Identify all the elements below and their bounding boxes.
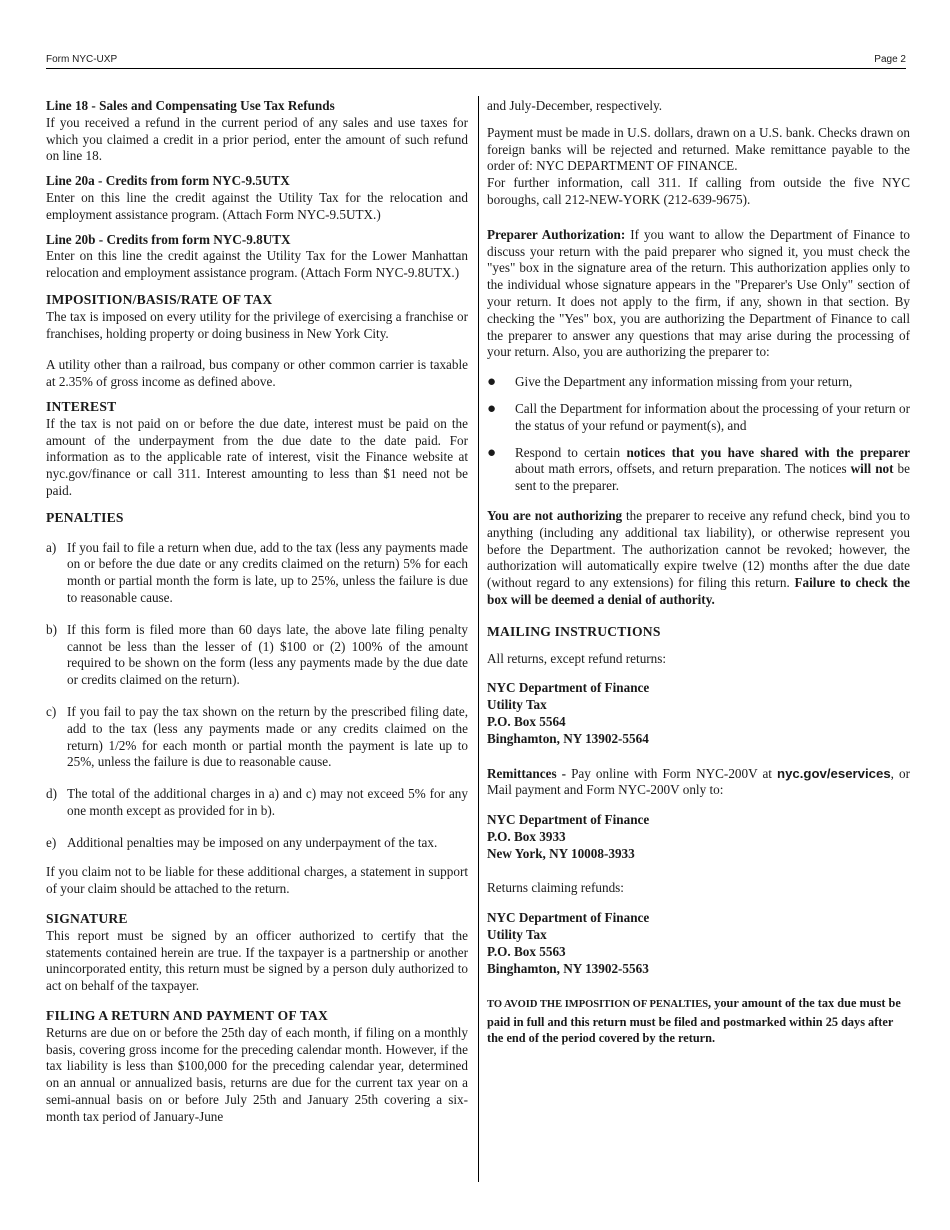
address-line: NYC Department of Finance (487, 812, 650, 828)
preparer-text: If you want to allow the Department of Finance to discuss your return with the paid preparer who signed it, you must check the "yes" box in the signature area of the return. This authorization applies only to the individual whose signature appears in the "Preparer's Use Only" section of your return. It does not apply to the firm, if any, shown in that section. By checking the "Yes" box, you are authorizing the Department of Finance to call the preparer to answer any questions that may arise during the processing of your return. Also, you are authorizing the preparer to: (487, 226, 911, 360)
bullet-text: Call the Department for information about the processing of your return or the status of your refund or payment(s), and (515, 400, 910, 433)
imposition-heading: IMPOSITION/BASIS/RATE OF TAX (46, 291, 273, 307)
remittances-text-2: , or Mail payment and Form NYC-200V only to: (487, 765, 911, 798)
mailing-address-returns (487, 680, 910, 747)
page-number: Page 2 (874, 54, 906, 65)
interest-heading: INTEREST (46, 398, 117, 414)
mailing-address-remittances (487, 812, 910, 862)
mailing-heading: MAILING INSTRUCTIONS (487, 623, 661, 639)
bullet-text (515, 445, 910, 495)
imposition-text-1: The tax is imposed on every utility for the privilege of exercising a franchise or franchises, holding property or doing business in New York City. (46, 308, 468, 341)
penalty-warning-smallcaps: TO AVOID THE IMPOSITION OF PENALTIES (487, 999, 709, 1011)
penalty-label: b) (46, 621, 57, 637)
penalty-item-d (46, 786, 468, 820)
bullet-bold-part: notices that you have shared with the preparer (626, 444, 910, 460)
penalty-item-b (46, 622, 468, 689)
interest-text: If the tax is not paid on or before the due date, interest must be paid on the amount of the underpayment from the due date to the date paid. For information as to the applicable rate of interest, visit the Finance website at nyc.gov/finance or call 311. Interest amounting to less than $1 need not be paid. (46, 415, 468, 498)
penalty-text: If you fail to pay the tax shown on the return by the prescribed filing date, add to the tax (less any payments made or any credits claimed on the return) 1/2% for each month or partial month the payment is late up to 25%, unless the failure is due to reasonable cause. (67, 703, 468, 770)
bullet-icon: ● (487, 400, 497, 417)
penalty-item-e (46, 835, 468, 852)
refund-intro: Returns claiming refunds: (487, 880, 624, 896)
line18-heading: Line 18 - Sales and Compensating Use Tax Refunds (46, 98, 335, 113)
line20a-text: Enter on this line the credit against the Utility Tax for the relocation and employment assistance program. (Attach Form NYC-9.5UTX.) (46, 189, 468, 222)
penalty-text: If you fail to file a return when due, add to the tax (less any payments made on or before the due date or any credits claimed on the return) 5% for each month or partial month the form is late, up to 25%, unless the failure is due to reasonable cause. (67, 539, 468, 605)
column-divider (478, 96, 479, 1182)
penalty-label: c) (46, 703, 57, 719)
address-line: Binghamton, NY 13902-5564 (487, 730, 649, 746)
penalty-label: d) (46, 786, 57, 802)
line20b-text: Enter on this line the credit against the Utility Tax for the Lower Manhattan relocation and employment assistance program. (Attach Form NYC-9.8UTX.) (46, 248, 468, 281)
info-text: For further information, call 311. If calling from outside the five NYC boroughs, call 212-NEW-YORK (212-639-9675). (487, 175, 910, 207)
remittances-text: Pay online with Form NYC-200V at (571, 765, 772, 781)
bullet-item-1 (487, 374, 910, 391)
address-line: P.O. Box 5564 (487, 713, 566, 729)
penalty-text: Additional penalties may be imposed on any underpayment of the tax. (67, 834, 438, 850)
filing-heading: FILING A RETURN AND PAYMENT OF TAX (46, 1008, 328, 1024)
preparer-heading: Preparer Authorization: (487, 226, 626, 242)
bullet-icon: ● (487, 444, 497, 461)
bullet-item-2 (487, 401, 910, 435)
address-line: New York, NY 10008-3933 (487, 845, 635, 861)
address-line: Binghamton, NY 13902-5563 (487, 960, 649, 976)
not-authorizing-text: the preparer to receive any refund check, bind you to anything (including any additional tax liability), or otherwise represent you before the Department. The authorization cannot be revoked; however, the authorization will automatically expire twelve (12) months after the due date (without regard to any extensions) for filing this return. (487, 507, 910, 591)
page-header (46, 54, 906, 69)
bullet-text-part: be sent to the preparer. (515, 461, 910, 494)
bullet-bold-part: will not (850, 461, 894, 477)
payment-text: Payment must be made in U.S. dollars, drawn on a U.S. bank. Checks drawn on foreign banks will be rejected and returned. Make remittance payable to the order of: NYC DEPARTMENT OF FINANCE. (487, 124, 910, 174)
bullet-item-3 (487, 445, 910, 495)
address-line: NYC Department of Finance (487, 680, 650, 696)
not-authorizing-paragraph (487, 508, 910, 609)
penalties-closing: If you claim not to be liable for these additional charges, a statement in support of your claim should be attached to the return. (46, 864, 468, 897)
bullet-icon: ● (487, 374, 497, 391)
remittances-heading: Remittances - (487, 765, 567, 781)
bullet-text-part: Respond to certain (515, 444, 621, 460)
address-line: Utility Tax (487, 927, 547, 943)
line20a-heading: Line 20a - Credits from form NYC-9.5UTX (46, 173, 290, 189)
penalty-label: a) (46, 539, 57, 555)
signature-heading: SIGNATURE (46, 911, 128, 927)
signature-text: This report must be signed by an officer authorized to certify that the statements contained herein are true. If the taxpayer is a partnership or another unincorporated entity, this return must be signed by a person duly authorized to act on behalf of the taxpayer. (46, 927, 468, 994)
filing-text: Returns are due on or before the 25th day of each month, if filing on a monthly basis, covering gross income for the preceding calendar month. However, if the tax liability is less than $100,000 for the preceding calendar year, determined on an annual or annualized basis, returns are due for the current tax year on a semi-annual basis on or before July 25th and January 25th covering a six-month tax period of January-June (46, 1024, 468, 1124)
mailing-intro: All returns, except refund returns: (487, 650, 667, 666)
penalties-heading: PENALTIES (46, 509, 124, 525)
penalty-text: If this form is filed more than 60 days late, the above late filing penalty cannot be less than the lesser of (1) $100 or (2) 100% of the amount required to be shown on the form (less any payments made by the due date or credits claimed on the return). (67, 621, 468, 688)
bullet-text-part: about math errors, offsets, and return preparation. The notices (515, 461, 847, 477)
not-authorizing-bold: You are not authorizing (487, 507, 623, 523)
penalty-warning (487, 995, 910, 1047)
preparer-paragraph (487, 227, 910, 361)
eservices-link[interactable]: nyc.gov/eservices (777, 765, 891, 781)
penalty-item-c (46, 704, 468, 771)
penalty-text: The total of the additional charges in a) and c) may not exceed 5% for any one month except as provided for in b). (67, 786, 468, 818)
mailing-address-refunds (487, 910, 910, 977)
remittances-paragraph (487, 766, 910, 800)
left-column (46, 98, 468, 1126)
address-line: P.O. Box 3933 (487, 828, 566, 844)
imposition-text-2: A utility other than a railroad, bus company or other common carrier is taxable at 2.35% of gross income as defined above. (46, 357, 468, 390)
bullet-text: Give the Department any information missing from your return, (515, 374, 853, 390)
line18-text: If you received a refund in the current period of any sales and use taxes for which you claimed a credit in a prior period, enter the amount of such refund on line 18. (46, 114, 468, 164)
line20b-heading: Line 20b - Credits from form NYC-9.8UTX (46, 231, 291, 247)
penalty-warning-text: , your amount of the tax due must be paid in full and this return must be filed and postmarked within 25 days after the end of the period covered by the return. (487, 996, 901, 1046)
address-line: Utility Tax (487, 697, 547, 713)
penalty-label: e) (46, 834, 57, 850)
right-column (487, 98, 910, 1047)
form-name: Form NYC-UXP (46, 54, 118, 65)
penalty-item-a (46, 540, 468, 607)
continued-text: and July-December, respectively. (487, 98, 663, 113)
not-authorizing-final: Failure to check the box will be deemed a denial of authority. (487, 575, 911, 607)
address-line: NYC Department of Finance (487, 910, 650, 926)
address-line: P.O. Box 5563 (487, 943, 566, 959)
